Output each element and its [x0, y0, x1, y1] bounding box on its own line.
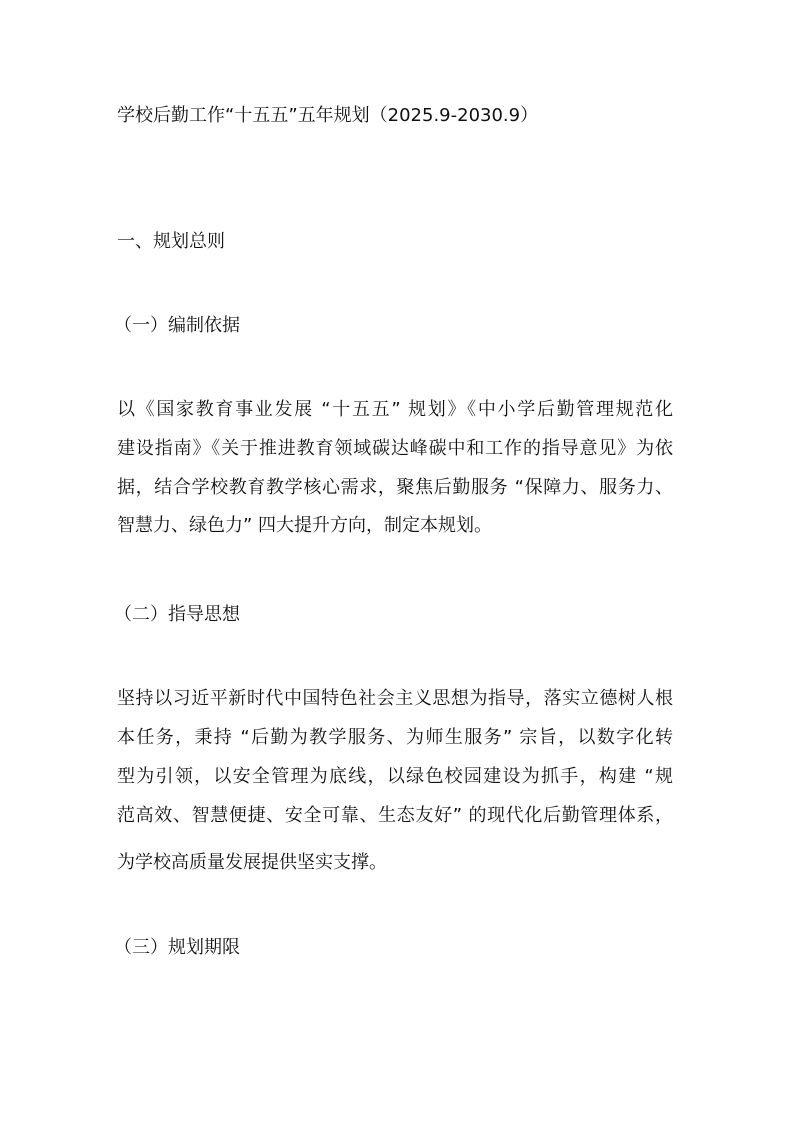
paragraph-line: 建设指南》《关于推进教育领域碳达峰碳中和工作的指导意见》为依: [117, 438, 673, 459]
paragraph-line: 本任务，秉持 “后勤为教学服务、为师生服务” 宗旨，以数字化转: [117, 727, 673, 748]
document-title: 学校后勤工作“十五五”五年规划（2025.9-2030.9）: [117, 105, 539, 126]
paragraph-line: 为学校高质量发展提供坚实支撑。: [117, 852, 387, 873]
paragraph-line: 据，结合学校教育教学核心需求，聚焦后勤服务 “保障力、服务力、: [117, 477, 673, 498]
paragraph-line: 智慧力、绿色力” 四大提升方向，制定本规划。: [117, 515, 493, 536]
paragraph-line: 坚持以习近平新时代中国特色社会主义思想为指导，落实立德树人根: [117, 688, 673, 709]
section-heading: 一、规划总则: [117, 231, 225, 252]
paragraph-line: 以《国家教育事业发展 “十五五” 规划》《中小学后勤管理规范化: [117, 399, 673, 420]
subsection-heading-period: （三）规划期限: [114, 937, 240, 958]
subsection-heading-basis: （一）编制依据: [114, 315, 240, 336]
subsection-heading-guiding: （二）指导思想: [114, 604, 240, 625]
paragraph-line: 范高效、智慧便捷、安全可靠、生态友好” 的现代化后勤管理体系，: [117, 805, 673, 826]
paragraph-line: 型为引领，以安全管理为底线，以绿色校园建设为抓手，构建 “规: [117, 766, 673, 787]
